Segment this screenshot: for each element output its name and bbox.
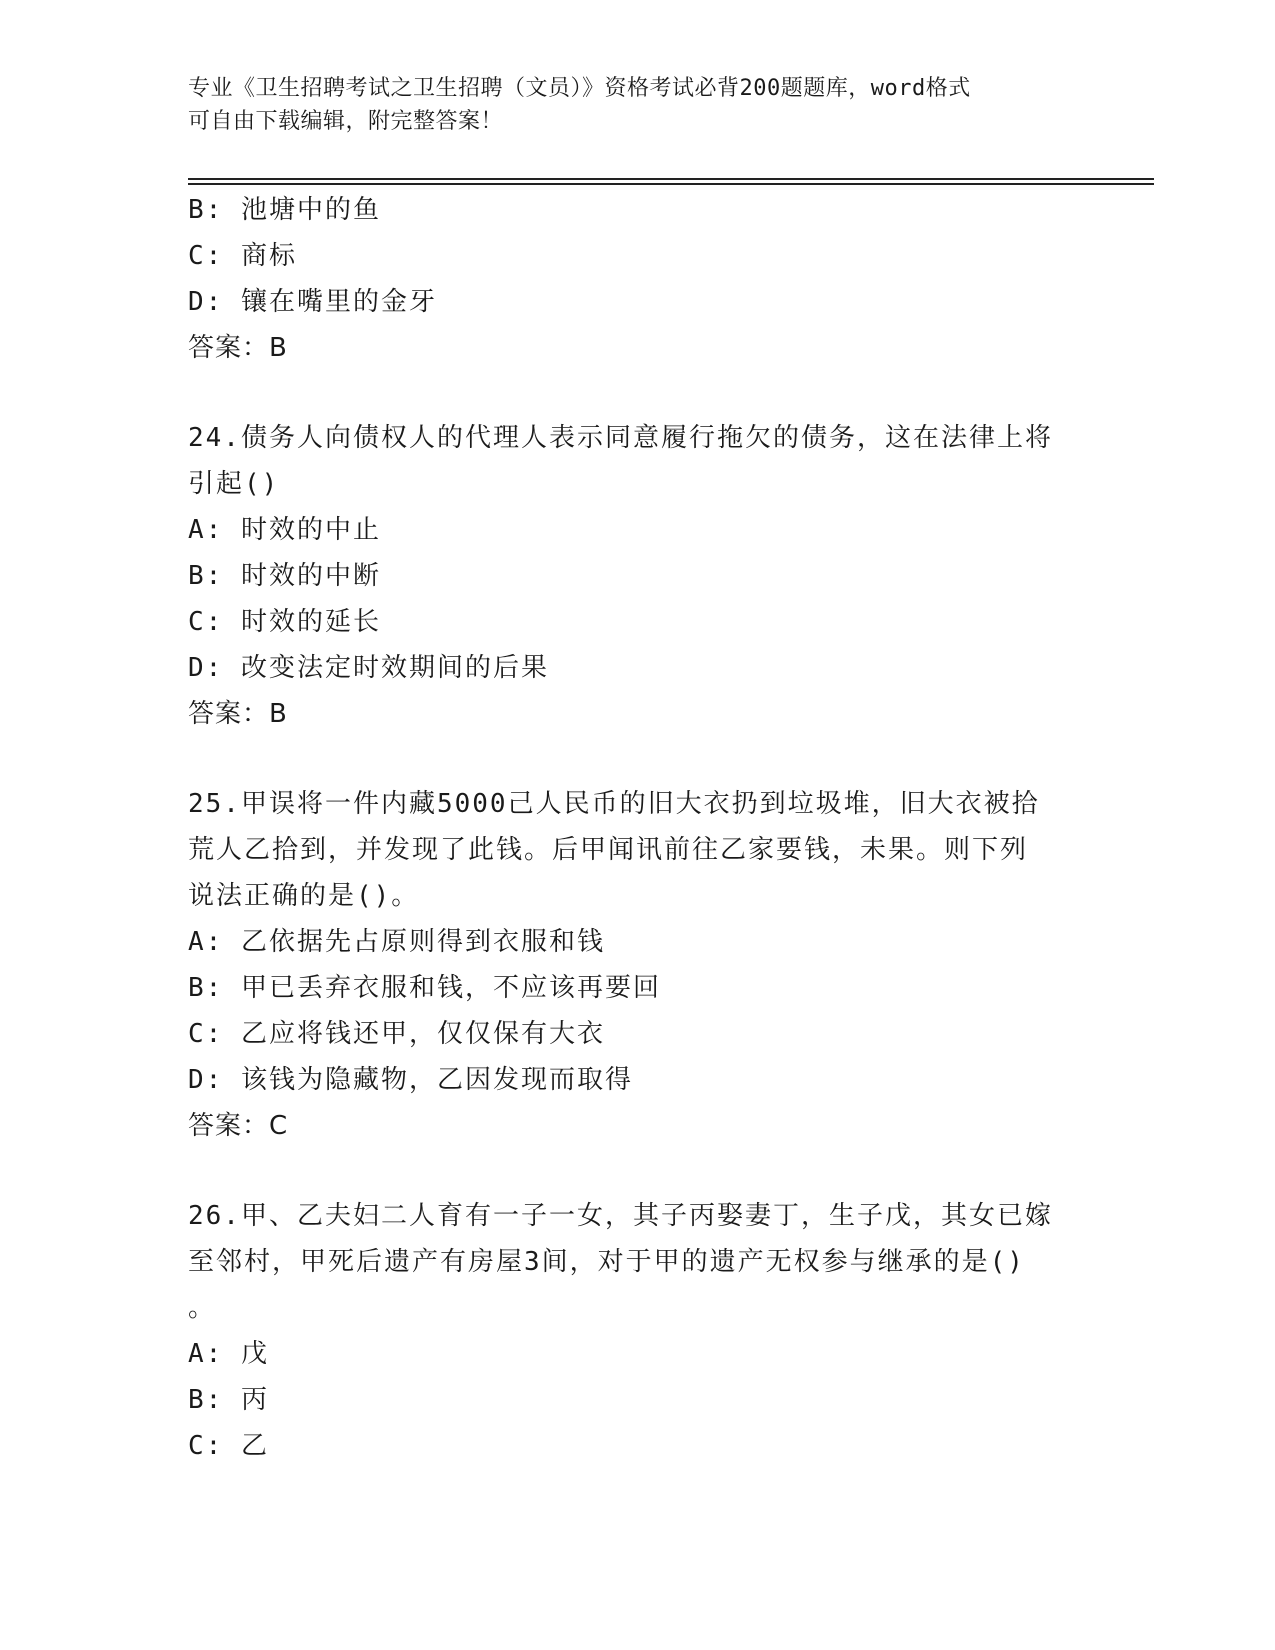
- question-text-line: 至邻村，甲死后遗产有房屋3间，对于甲的遗产无权参与继承的是(): [188, 1247, 1025, 1277]
- option-d: D: 镶在嘴里的金牙: [188, 287, 437, 317]
- header-divider-top: [188, 178, 1154, 180]
- spacer: [188, 1149, 1088, 1193]
- question-text-line: 引起(): [188, 469, 280, 499]
- option-b: B: 丙: [188, 1385, 269, 1415]
- question-25: [188, 781, 1088, 1149]
- header-line-2: 可自由下载编辑，附完整答案！: [188, 109, 504, 134]
- option-b: B: 甲已丢弃衣服和钱，不应该再要回: [188, 973, 661, 1003]
- option-b: B: 时效的中断: [188, 561, 381, 591]
- question-text-line: 说法正确的是()。: [188, 881, 420, 911]
- question-text-line: 26.甲、乙夫妇二人育有一子一女，其子丙娶妻丁，生子戊，其女已嫁: [188, 1201, 1053, 1231]
- spacer: [188, 371, 1088, 415]
- option-b: B: 池塘中的鱼: [188, 195, 381, 225]
- question-text: [188, 781, 1068, 919]
- question-text-line: 。: [188, 1293, 217, 1323]
- question-text: [188, 1193, 1068, 1331]
- question-text-line: 荒人乙拾到，并发现了此钱。后甲闻讯前往乙家要钱，未果。则下列: [188, 835, 1029, 865]
- answer-line: 答案：B: [188, 699, 288, 729]
- option-d: D: 改变法定时效期间的后果: [188, 653, 549, 683]
- question-text-line: 24.债务人向债权人的代理人表示同意履行拖欠的债务，这在法律上将: [188, 423, 1053, 453]
- answer-line: 答案：B: [188, 333, 288, 363]
- header-divider-bottom: [188, 183, 1154, 185]
- question-26: [188, 1193, 1088, 1469]
- option-d: D: 该钱为隐藏物，乙因发现而取得: [188, 1065, 633, 1095]
- question-text: [188, 415, 1068, 507]
- answer-line: 答案：C: [188, 1111, 289, 1141]
- spacer: [188, 737, 1088, 781]
- question-24: [188, 415, 1088, 737]
- question-text-line: 25.甲误将一件内藏5000己人民币的旧大衣扔到垃圾堆，旧大衣被拾: [188, 789, 1040, 819]
- option-a: A: 戊: [188, 1339, 269, 1369]
- option-c: C: 乙: [188, 1431, 269, 1461]
- option-c: C: 乙应将钱还甲，仅仅保有大衣: [188, 1019, 605, 1049]
- continued-question: [188, 187, 1088, 371]
- question-content: [188, 187, 1088, 1469]
- document-header: [188, 72, 1068, 138]
- option-a: A: 乙依据先占原则得到衣服和钱: [188, 927, 605, 957]
- option-c: C: 时效的延长: [188, 607, 381, 637]
- option-a: A: 时效的中止: [188, 515, 381, 545]
- option-c: C: 商标: [188, 241, 297, 271]
- header-line-1: 专业《卫生招聘考试之卫生招聘（文员）》资格考试必背200题题库，word格式: [188, 76, 971, 101]
